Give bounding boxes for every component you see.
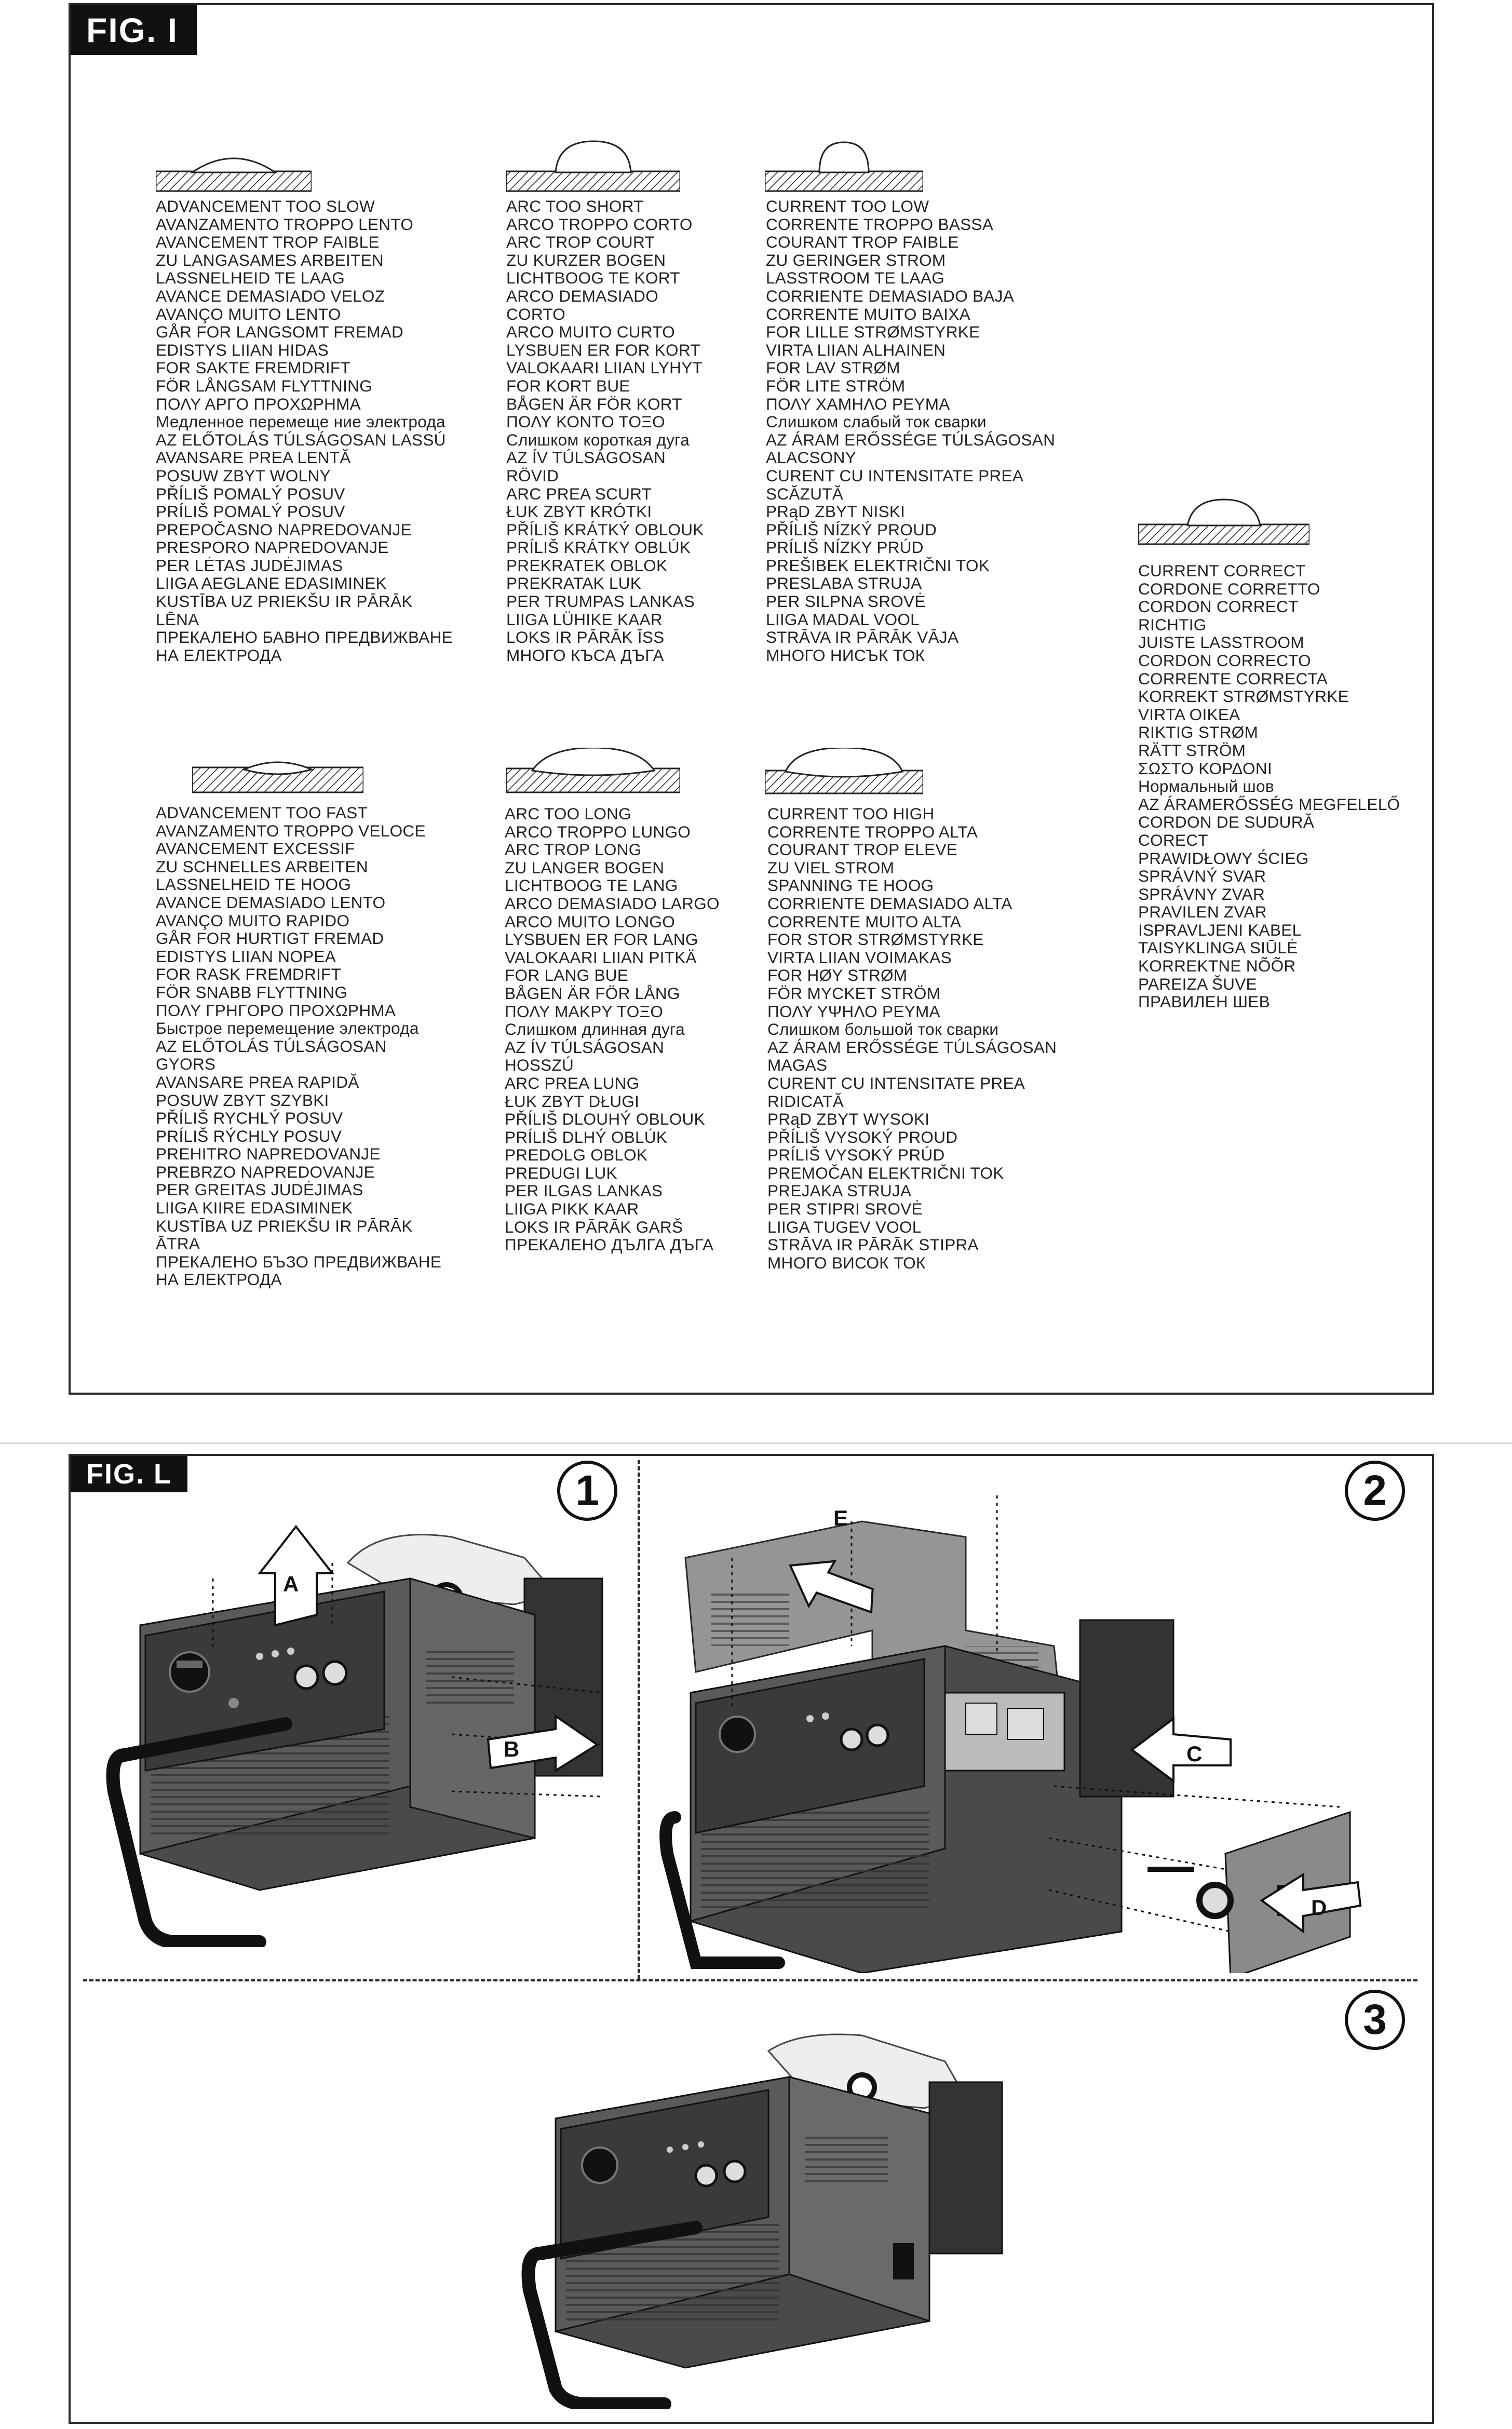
- text-line: ΠΟΛΥ ΑΡΓΟ ΠΡΟΧΩΡΗΜΑ: [156, 394, 361, 413]
- text-column-current-high: [767, 805, 1057, 1272]
- text-line: PER GREITAS JUDĖJIMAS: [156, 1180, 363, 1199]
- text-line: ARC TROP COURT: [506, 233, 655, 252]
- text-line: LOKS IR PĀRĀK GARŠ: [505, 1217, 683, 1236]
- text-line: CORRIENTE DEMASIADO BAJA: [766, 286, 1015, 305]
- text-line: PŘÍLIŠ RYCHLÝ POSUV: [156, 1109, 343, 1128]
- text-line: FÖR LITE STRÖM: [766, 376, 906, 395]
- text-line: PŘÍLIŠ VYSOKÝ PROUD: [767, 1127, 958, 1146]
- text-line: CORRENTE TROPPO BASSA: [766, 214, 994, 234]
- text-line: PRÍLIŠ KRÁTKY OBLÚK: [506, 538, 691, 557]
- text-line: ĀTRA: [156, 1234, 200, 1253]
- text-line: НА ЕЛЕКТРОДА: [156, 645, 282, 665]
- text-line: SCĂZUTĂ: [766, 484, 844, 503]
- text-line: ARC TROP LONG: [505, 840, 642, 859]
- text-line: PER LĖTAS JUDĖJIMAS: [156, 556, 343, 575]
- weld-bead-low-current-icon: [765, 140, 923, 192]
- text-line: BÅGEN ÄR FÖR LÅNG: [505, 983, 680, 1003]
- text-line: ΠΟΛΥ ΓΡΗΓΟΡΟ ΠΡΟΧΩΡΗΜΑ: [156, 1001, 396, 1020]
- text-line: PER SILPNA SROVĖ: [766, 592, 926, 611]
- text-line: ZU LANGASAMES ARBEITEN: [156, 250, 384, 269]
- text-line: LIIGA PIKK KAAR: [505, 1199, 639, 1219]
- text-line: МНОГО КЪСА ДЪГА: [506, 645, 664, 665]
- text-line: ZU VIEL STROM: [767, 858, 895, 877]
- text-line: AVANSARE PREA RAPIDĂ: [156, 1072, 359, 1091]
- step-number-1: 1: [557, 1461, 617, 1521]
- text-line: PREBRZO NAPREDOVANJE: [156, 1162, 375, 1181]
- text-line: RIDICATĂ: [767, 1091, 844, 1111]
- text-line: CURENT CU INTENSITATE PREA: [766, 466, 1024, 485]
- text-line: KUSTĪBA UZ PRIEKŠU IR PĀRĀK: [156, 1216, 413, 1235]
- text-line: CORDON DE SUDURĂ: [1138, 813, 1315, 832]
- text-line: ΠΟΛΥ ΜΑΚΡΥ ΤΟΞΟ: [505, 1002, 664, 1021]
- text-line: VIRTA OIKEA: [1138, 705, 1240, 724]
- text-line: PRÍLIŠ NÍZKY PRÚD: [766, 538, 924, 557]
- text-line: PRESLABA STRUJA: [766, 574, 922, 593]
- text-line: ARCO MUITO LONGO: [505, 912, 675, 931]
- text-line: Слишком большой ток сварки: [767, 1020, 999, 1039]
- text-line: PRÍLIŠ POMALÝ POSUV: [156, 502, 345, 521]
- text-line: PREDUGI LUK: [505, 1163, 617, 1182]
- welder-illustration-step-1: [88, 1495, 623, 1947]
- text-line: STRĀVA IR PĀRĀK VĀJA: [766, 628, 959, 647]
- text-line: МНОГО ВИСОК ТОК: [767, 1253, 926, 1272]
- text-column-advancement-slow: [156, 197, 453, 664]
- text-line: CORTO: [506, 304, 566, 323]
- weld-bead-high-current-icon: [765, 748, 923, 794]
- text-line: ARC TOO LONG: [505, 804, 631, 823]
- text-line: PREJAKA STRUJA: [767, 1181, 912, 1200]
- text-line: AZ ELŐTOLÁS TÚLSÁGOSAN: [156, 1036, 387, 1056]
- text-line: SPRÁVNÝ SVAR: [1138, 867, 1266, 886]
- text-line: AZ ÁRAM ERŐSSÉGE TÚLSÁGOSAN: [766, 430, 1056, 449]
- text-line: PRAVILEN ZVAR: [1138, 902, 1267, 922]
- text-line: SPRÁVNY ZVAR: [1138, 884, 1265, 903]
- text-line: RICHTIG: [1138, 615, 1207, 634]
- text-line: AVANSARE PREA LENTĂ: [156, 448, 351, 467]
- text-line: PREHITRO NAPREDOVANJE: [156, 1144, 381, 1164]
- weld-bead-correct-icon: [1138, 498, 1310, 545]
- arrow-b-label: B: [504, 1737, 520, 1761]
- text-line: AVANCEMENT TROP FAIBLE: [156, 233, 380, 252]
- text-line: AVANÇO MUITO LENTO: [156, 304, 341, 323]
- text-line: LASSNELHEID TE HOOG: [156, 875, 352, 894]
- text-line: AVANCE DEMASIADO LENTO: [156, 893, 386, 912]
- text-line: PŘÍLIŠ NÍZKÝ PROUD: [766, 520, 937, 539]
- text-line: LIIGA TUGEV VOOL: [767, 1217, 922, 1236]
- text-line: PREKRATEK OBLOK: [506, 556, 668, 575]
- text-line: CORRENTE MUITO ALTA: [767, 912, 962, 931]
- text-line: CURRENT CORRECT: [1138, 561, 1306, 580]
- text-line: ПРЕКАЛЕНО БАВНО ПРЕДВИЖВАНЕ: [156, 628, 453, 647]
- text-line: ПРАВИЛЕН ШЕВ: [1138, 992, 1270, 1011]
- text-line: CURRENT TOO HIGH: [767, 804, 935, 823]
- text-column-arc-short: [506, 197, 704, 664]
- text-line: CORDON CORRECTO: [1138, 651, 1311, 670]
- text-line: LIIGA KIIRE EDASIMINEK: [156, 1198, 353, 1218]
- welder-illustration-step-3: [498, 2025, 1007, 2409]
- text-line: CORECT: [1138, 830, 1208, 849]
- text-line: COURANT TROP ELEVE: [767, 840, 958, 859]
- text-line: PRESPORO NAPREDOVANJE: [156, 538, 389, 557]
- text-column-current-low: [766, 197, 1055, 664]
- step-number-2: 2: [1345, 1461, 1405, 1521]
- text-line: FOR LANG BUE: [505, 966, 629, 985]
- text-line: PREŠIBEK ELEKTRIČNI TOK: [766, 556, 990, 575]
- text-line: AZ ÍV TÚLSÁGOSAN: [506, 448, 666, 467]
- text-line: TAISYKLINGA SIŪLĖ: [1138, 938, 1298, 957]
- text-line: МНОГО НИСЪК ТОК: [766, 645, 925, 665]
- text-line: ŁUK ZBYT KRÓTKI: [506, 502, 652, 521]
- text-line: ADVANCEMENT TOO FAST: [156, 803, 368, 822]
- text-line: ARCO DEMASIADO: [506, 286, 658, 305]
- text-line: GÅR FOR LANGSOMT FREMAD: [156, 322, 404, 342]
- page-separator: [0, 1442, 1512, 1444]
- text-line: ΠΟΛΥ ΚΟΝΤΟ ΤΟΞΟ: [506, 412, 665, 431]
- text-line: PER ILGAS LANKAS: [505, 1181, 663, 1200]
- text-line: BÅGEN ÄR FÖR KORT: [506, 394, 682, 413]
- text-line: FOR RASK FREMDRIFT: [156, 965, 342, 984]
- text-line: CORDON CORRECT: [1138, 597, 1299, 616]
- text-line: CORDONE CORRETTO: [1138, 579, 1320, 598]
- text-line: ZU KURZER BOGEN: [506, 250, 666, 269]
- text-line: AVANCEMENT EXCESSIF: [156, 839, 355, 858]
- text-line: EDISTYS LIIAN HIDAS: [156, 340, 329, 359]
- text-line: FOR LILLE STRØMSTYRKE: [766, 322, 980, 342]
- weld-bead-long-arc-icon: [506, 748, 680, 794]
- text-line: RÄTT STRÖM: [1138, 740, 1246, 760]
- text-line: JUISTE LASSTROOM: [1138, 633, 1304, 652]
- text-line: ARCO MUITO CURTO: [506, 322, 676, 342]
- text-line: CORRENTE MUITO BAIXA: [766, 304, 970, 323]
- text-line: Медленное перемеще ние электрода: [156, 412, 446, 431]
- text-line: VIRTA LIIAN VOIMAKAS: [767, 948, 952, 967]
- text-line: LIIGA MADAL VOOL: [766, 610, 920, 629]
- text-line: PAREIZA ŠUVE: [1138, 974, 1257, 993]
- text-line: KUSTĪBA UZ PRIEKŠU IR PĀRĀK: [156, 592, 413, 611]
- text-line: ARC TOO SHORT: [506, 197, 644, 215]
- text-line: PER TRUMPAS LANKAS: [506, 592, 695, 611]
- text-line: PŘÍLIŠ KRÁTKÝ OBLOUK: [506, 520, 704, 539]
- text-column-arc-long: [505, 805, 720, 1254]
- text-line: LĒNA: [156, 610, 199, 629]
- text-line: KORREKTNE NÕÕR: [1138, 956, 1296, 976]
- weld-bead-short-arc-icon: [506, 140, 680, 192]
- panel-divider-horizontal: [83, 1979, 1418, 1981]
- text-line: PREMOČAN ELEKTRIČNI TOK: [767, 1163, 1004, 1182]
- text-line: ARC PREA SCURT: [506, 484, 652, 503]
- fig-i-label: FIG. I: [71, 5, 197, 55]
- step-number-3: 3: [1345, 1990, 1405, 2050]
- text-line: PER STIPRI SROVĖ: [767, 1199, 923, 1219]
- text-line: GYORS: [156, 1055, 216, 1074]
- text-line: НА ЕЛЕКТРОДА: [156, 1270, 282, 1289]
- text-line: LYSBUEN ER FOR LANG: [505, 930, 698, 949]
- text-line: AZ ELŐTOLÁS TÚLSÁGOSAN LASSÚ: [156, 430, 446, 449]
- arrow-e-label: E: [833, 1506, 848, 1530]
- text-line: VALOKAARI LIIAN PITKÄ: [505, 948, 697, 967]
- text-line: FOR KORT BUE: [506, 376, 630, 395]
- text-line: VIRTA LIIAN ALHAINEN: [766, 340, 946, 359]
- text-line: Слишком короткая дуга: [506, 430, 690, 449]
- text-line: LIIGA AEGLANE EDASIMINEK: [156, 574, 387, 593]
- text-line: ŁUK ZBYT DŁUGI: [505, 1091, 640, 1111]
- text-line: CORRENTE TROPPO ALTA: [767, 822, 978, 841]
- text-line: LYSBUEN ER FOR KORT: [506, 340, 700, 359]
- text-line: Слишком длинная дуга: [505, 1020, 685, 1039]
- text-line: AZ ÁRAM ERŐSSÉGE TÚLSÁGOSAN: [767, 1037, 1057, 1057]
- arrow-d-label: D: [1311, 1895, 1327, 1920]
- text-line: ARCO TROPPO LUNGO: [505, 822, 691, 841]
- text-line: AVANÇO MUITO RAPIDO: [156, 911, 350, 930]
- text-line: LOKS IR PĀRĀK ĪSS: [506, 628, 665, 647]
- text-line: ПРЕКАЛЕНО БЪЗО ПРЕДВИЖВАНЕ: [156, 1252, 442, 1271]
- text-line: LICHTBOOG TE KORT: [506, 268, 680, 288]
- text-line: AVANZAMENTO TROPPO VELOCE: [156, 821, 426, 840]
- text-line: CORRIENTE DEMASIADO ALTA: [767, 894, 1013, 913]
- text-line: ARC PREA LUNG: [505, 1073, 640, 1092]
- fig-l-label: FIG. L: [71, 1456, 187, 1492]
- text-line: ADVANCEMENT TOO SLOW: [156, 197, 375, 215]
- text-line: PRAWIDŁOWY ŚCIEG: [1138, 848, 1309, 868]
- text-line: PRąD ZBYT WYSOKI: [767, 1110, 930, 1129]
- panel-divider-vertical: [638, 1460, 640, 1979]
- text-line: PRąD ZBYT NISKI: [766, 502, 906, 521]
- text-line: FOR LAV STRØM: [766, 358, 900, 377]
- text-line: PŘÍLIŠ POMALÝ POSUV: [156, 484, 345, 503]
- text-line: PRÍLIŠ VYSOKÝ PRÚD: [767, 1145, 945, 1165]
- text-line: KORREKT STRØMSTYRKE: [1138, 687, 1349, 706]
- text-line: AZ ÁRAMERŐSSÉG MEGFELELŐ: [1138, 794, 1400, 814]
- text-line: ARCO TROPPO CORTO: [506, 214, 693, 234]
- text-line: PREPOČASNO NAPREDOVANJE: [156, 520, 412, 539]
- arrow-c-label: C: [1186, 1742, 1203, 1766]
- text-line: LASSTROOM TE LAAG: [766, 268, 945, 288]
- text-line: LASSNELHEID TE LAAG: [156, 268, 345, 288]
- text-line: FÖR MYCKET STRÖM: [767, 983, 941, 1003]
- text-line: ΠΟΛΥ ΥΨΗΛΟ ΡΕΥΜΑ: [767, 1002, 940, 1021]
- text-line: RÖVID: [506, 466, 559, 485]
- text-column-current-correct: [1138, 562, 1400, 1011]
- text-line: AVANCE DEMASIADO VELOZ: [156, 286, 385, 305]
- text-line: PREKRATAK LUK: [506, 574, 642, 593]
- text-line: Быстрое перемещение электрода: [156, 1019, 419, 1038]
- text-line: ZU SCHNELLES ARBEITEN: [156, 857, 368, 876]
- text-line: ISPRAVLJENI KABEL: [1138, 920, 1302, 939]
- text-line: EDISTYS LIIAN NOPEA: [156, 947, 336, 966]
- weld-bead-slow-icon: [156, 151, 312, 192]
- text-line: CORRENTE CORRECTA: [1138, 669, 1328, 688]
- text-line: FÖR SNABB FLYTTNING: [156, 982, 348, 1002]
- text-line: PRÍLIŠ DLHÝ OBLÚK: [505, 1127, 668, 1146]
- text-line: POSUW ZBYT SZYBKI: [156, 1090, 329, 1110]
- text-line: SPANNING TE HOOG: [767, 876, 934, 895]
- text-line: FOR SAKTE FREMDRIFT: [156, 358, 350, 377]
- text-line: Слишком слабый ток сварки: [766, 412, 987, 431]
- arrow-a-label: A: [283, 1572, 299, 1596]
- text-line: RIKTIG STRØM: [1138, 723, 1259, 742]
- text-line: ПРЕКАЛЕНО ДЪЛГА ДЪГА: [505, 1235, 714, 1254]
- text-line: ARCO DEMASIADO LARGO: [505, 894, 720, 913]
- welder-illustration-step-2: [654, 1475, 1381, 1973]
- text-line: FOR HØY STRØM: [767, 966, 908, 985]
- text-line: CURENT CU INTENSITATE PREA: [767, 1073, 1025, 1092]
- text-line: ALACSONY: [766, 448, 856, 467]
- text-column-advancement-fast: [156, 804, 441, 1289]
- text-line: FÖR LÅNGSAM FLYTTNING: [156, 376, 372, 395]
- text-line: HOSSZÚ: [505, 1056, 574, 1075]
- text-line: LICHTBOOG TE LANG: [505, 876, 678, 895]
- text-line: ZU GERINGER STROM: [766, 250, 946, 269]
- text-line: ΠΟΛΥ ΧΑΜΗΛΟ ΡΕΥΜΑ: [766, 394, 950, 413]
- text-line: STRĀVA IR PĀRĀK STIPRA: [767, 1235, 979, 1254]
- text-line: CURRENT TOO LOW: [766, 197, 929, 215]
- text-line: PREDOLG OBLOK: [505, 1145, 648, 1165]
- text-line: AVANZAMENTO TROPPO LENTO: [156, 214, 414, 234]
- text-line: ZU LANGER BOGEN: [505, 858, 665, 877]
- text-line: VALOKAARI LIIAN LYHYT: [506, 358, 703, 377]
- text-line: COURANT TROP FAIBLE: [766, 233, 959, 252]
- text-line: MAGAS: [767, 1056, 828, 1075]
- text-line: POSUW ZBYT WOLNY: [156, 466, 331, 485]
- text-line: PRÍLIŠ RÝCHLY POSUV: [156, 1126, 342, 1145]
- text-line: LIIGA LÜHIKE KAAR: [506, 610, 663, 629]
- text-line: Нормальный шов: [1138, 777, 1274, 796]
- text-line: FOR STOR STRØMSTYRKE: [767, 930, 984, 949]
- text-line: GÅR FOR HURTIGT FREMAD: [156, 929, 384, 948]
- weld-bead-fast-icon: [192, 758, 363, 794]
- text-line: AZ ÍV TÚLSÁGOSAN: [505, 1037, 665, 1057]
- text-line: ΣΩΣΤΟ ΚΟΡΔΟΝΙ: [1138, 759, 1272, 778]
- text-line: PŘÍLIŠ DLOUHÝ OBLOUK: [505, 1110, 705, 1129]
